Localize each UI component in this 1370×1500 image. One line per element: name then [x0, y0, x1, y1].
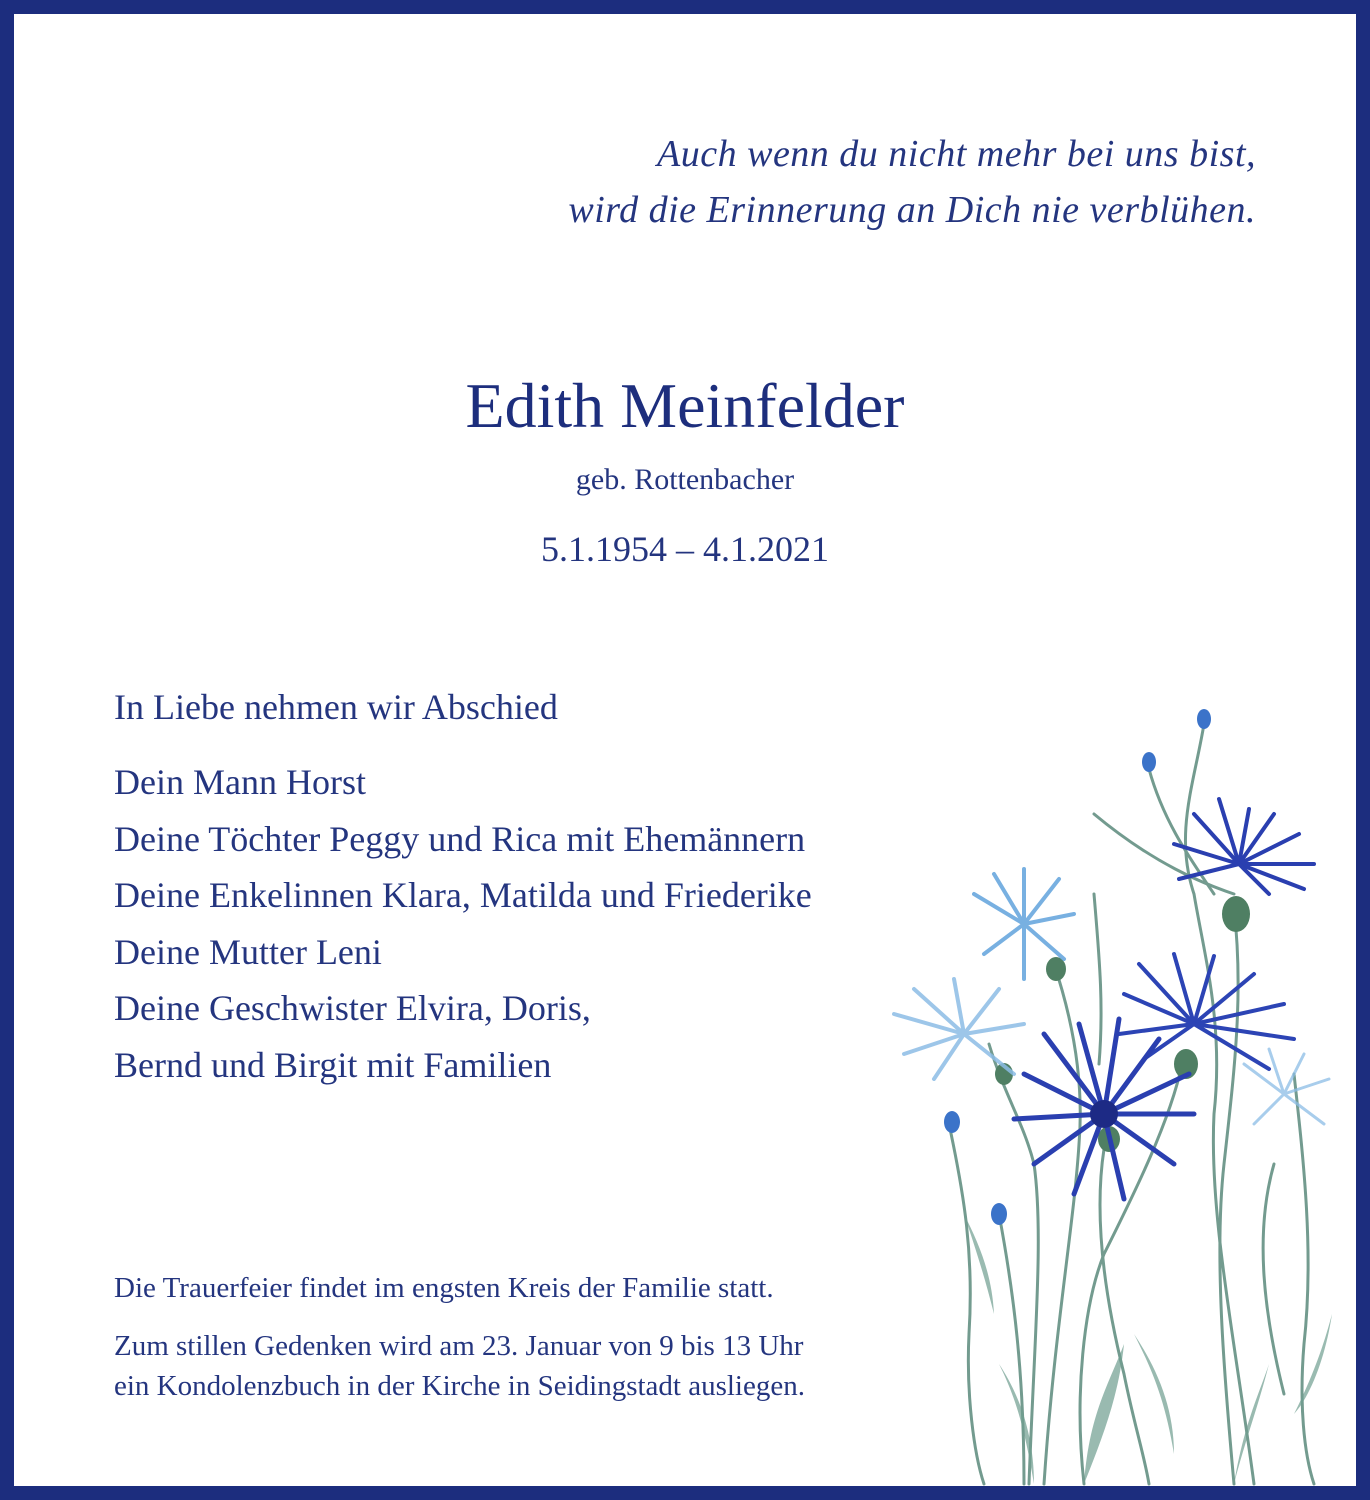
- mourner-line: Dein Mann Horst: [114, 762, 366, 802]
- condolence-line-2: ein Kondolenzbuch in der Kirche in Seidingstadt ausliegen.: [114, 1370, 805, 1402]
- cornflower-bouquet-icon: [874, 694, 1354, 1494]
- mourner-line: Bernd und Birgit mit Familien: [114, 1044, 552, 1085]
- farewell-line: In Liebe nehmen wir Abschied: [114, 687, 558, 727]
- life-dates: 5.1.1954 – 4.1.2021: [541, 529, 829, 569]
- ceremony-note: Die Trauerfeier findet im engsten Kreis der Familie statt.: [114, 1272, 774, 1304]
- mourner-line: Deine Mutter Leni: [114, 931, 382, 972]
- condolence-note: [114, 1326, 805, 1406]
- motto-quote: [568, 126, 1256, 238]
- mourner-line: Deine Geschwister Elvira, Doris,: [114, 988, 591, 1028]
- deceased-name: Edith Meinfelder: [465, 370, 905, 441]
- motto-line-2: wird die Erinnerung an Dich nie verblühen.: [568, 189, 1256, 231]
- motto-line-1: Auch wenn du nicht mehr bei uns bist,: [657, 133, 1256, 175]
- birth-name: geb. Rottenbacher: [575, 463, 795, 496]
- condolence-line-1: Zum stillen Gedenken wird am 23. Januar von 9 bis 13 Uhr: [114, 1330, 804, 1362]
- mourner-line: Deine Enkelinnen Klara, Matilda und Friederike: [114, 875, 812, 915]
- funeral-notice: [114, 1268, 805, 1406]
- mourner-line: Deine Töchter Peggy und Rica mit Ehemännern: [114, 818, 806, 859]
- mourners-list: [114, 754, 812, 1093]
